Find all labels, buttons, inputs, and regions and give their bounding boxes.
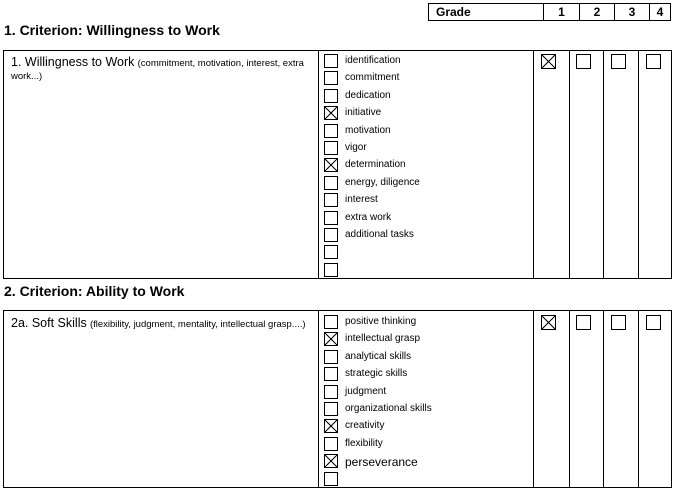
item-checkbox[interactable] <box>324 89 338 103</box>
item-label: analytical skills <box>345 350 412 362</box>
item-checkbox[interactable] <box>324 106 338 120</box>
grade-checkbox-1[interactable] <box>541 315 556 330</box>
item-label: judgment <box>345 385 387 397</box>
item-checkbox[interactable] <box>324 141 338 155</box>
grade-checkbox-1[interactable] <box>541 54 556 69</box>
criterion-title: 2a. Soft Skills <box>11 316 87 330</box>
item-checkbox[interactable] <box>324 176 338 190</box>
item-label: interest <box>345 194 378 206</box>
criterion-box-willingness <box>3 50 672 279</box>
item-checkbox[interactable] <box>324 385 338 399</box>
item-label: perseverance <box>345 455 418 470</box>
grade-header-3: 3 <box>614 4 649 20</box>
grade-header-4: 4 <box>649 4 670 20</box>
item-checkbox[interactable] <box>324 402 338 416</box>
criterion-description: (flexibility, judgment, mentality, intellectual grasp....) <box>89 319 306 330</box>
item-label: motivation <box>345 124 391 136</box>
grade-header-label: Grade <box>436 5 471 19</box>
grade-checkbox-3[interactable] <box>611 54 626 69</box>
item-label: positive thinking <box>345 316 417 327</box>
criterion-box-soft-skills <box>3 310 672 488</box>
item-label: additional tasks <box>345 229 414 240</box>
item-checkbox[interactable] <box>324 124 338 138</box>
item-label: initiative <box>345 107 382 119</box>
item-checkbox[interactable] <box>324 315 338 329</box>
item-checkbox[interactable] <box>324 211 338 225</box>
grade-checkbox-2[interactable] <box>576 54 591 69</box>
grade-header-1: 1 <box>543 4 579 20</box>
section-title-willingness: 1. Criterion: Willingness to Work <box>4 22 220 38</box>
grade-checkbox-4[interactable] <box>646 54 661 69</box>
grade-checkbox-3[interactable] <box>611 315 626 330</box>
item-label: flexibility <box>345 437 383 449</box>
item-label: dedication <box>345 89 391 101</box>
grade-header <box>428 3 671 21</box>
item-checkbox[interactable] <box>324 350 338 364</box>
item-checkbox[interactable] <box>324 367 338 381</box>
item-label: creativity <box>345 420 385 432</box>
criterion-description: (commitment, motivation, interest, extra work...) <box>11 58 304 82</box>
item-checkbox[interactable] <box>324 472 338 486</box>
criterion-name-willingness <box>11 56 311 83</box>
criterion-title: 1. Willingness to Work <box>11 55 135 69</box>
item-checkbox[interactable] <box>324 193 338 207</box>
grade-header-2: 2 <box>579 4 614 20</box>
item-checkbox[interactable] <box>324 158 338 172</box>
item-label: vigor <box>345 142 367 153</box>
item-label: determination <box>345 159 406 171</box>
grade-checkbox-2[interactable] <box>576 315 591 330</box>
section-title-ability: 2. Criterion: Ability to Work <box>4 283 185 299</box>
grade-checkbox-4[interactable] <box>646 315 661 330</box>
item-checkbox[interactable] <box>324 263 338 277</box>
item-checkbox[interactable] <box>324 71 338 85</box>
item-checkbox[interactable] <box>324 54 338 68</box>
item-checkbox[interactable] <box>324 228 338 242</box>
item-label: extra work <box>345 211 392 223</box>
item-label: strategic skills <box>345 368 408 380</box>
item-label: commitment <box>345 72 400 84</box>
item-checkbox[interactable] <box>324 419 338 433</box>
item-label: intellectual grasp <box>345 333 421 345</box>
item-label: organizational skills <box>345 403 432 414</box>
item-label: energy, diligence <box>345 176 420 188</box>
item-checkbox[interactable] <box>324 454 338 468</box>
item-label: identification <box>345 55 401 66</box>
item-checkbox[interactable] <box>324 245 338 259</box>
criterion-name-soft-skills <box>11 317 316 331</box>
item-checkbox[interactable] <box>324 332 338 346</box>
item-checkbox[interactable] <box>324 437 338 451</box>
